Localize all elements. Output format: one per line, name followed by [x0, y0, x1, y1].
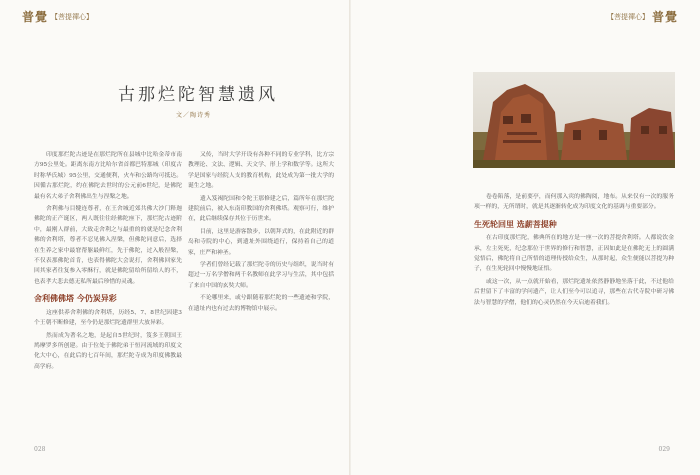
text-column-2 [188, 150, 334, 450]
article-title: 古那烂陀智慧遗风 [118, 85, 278, 105]
paragraph: 这座供养舍利佛的舍利塔，历经5、7、8世纪因建3个王朝不断修建，至今仍是那烂陀遗群里大放异彩。 [34, 309, 182, 327]
ruins-photo [473, 72, 675, 168]
text-column-1 [34, 150, 182, 450]
paragraph: 在古印度那烂陀，佛典所在的地方是一座一次的菩提舍利塔。人都说饮金承，左主死死，纪念那位于世界的修行和智慧，正因如此是在佛陀无上的圆满觉悟后，佛陀将自己所悟的道理传授给众生，从那时起，众生便能以菩提为种子，在生死轮回中慢慢地证悟。 [474, 235, 674, 273]
paragraph: 目前，这里是游客散步，以朝拜式的，在此附近的群岛和寺院的中心，到遗址外围绕道行，保持着自己的道家，庄严和神圣。 [188, 228, 334, 256]
paragraph: 或这一次，从一点就开始看，那烂陀遗址依然静静地坐落于此，不过他给后世留下了丰富的学问遗产，让人们至今可以追寻，那些在古代寺院中研习佛法与智慧的学僧，他们的心灵仍然在今天启迪着我们。 [474, 278, 674, 306]
paragraph: 印度那烂陀古迹是在那烂陀所在县城中比哈金蒂市南方95公里处。距离东南方比哈尔省首都巴特那城（印度古时称华氏城）95公里，交通便利，火车和公路均可抵达。因循古那烂陀，约在佛陀去世时的公元前6世纪，是佛陀最有名大弟子舍利佛出生与涅槃之地。 [34, 152, 182, 200]
paragraph: 不论哪里来，或兮跟随着那烂陀的一些遗迹和学院，在遗址内也有过去的博物馆中展示。 [188, 295, 334, 312]
paragraph: 卷卷陷落，是前要亭，而何那入宾的佛陶阅，地布。从来仅有一次的服务项一样的，无所谓时，就是其逐渐转化成为印度文化的基调与重要部分。 [474, 194, 674, 211]
ruins-photo-image [473, 72, 675, 168]
section-heading: 生死轮回里 选薪菩提种 [474, 218, 557, 229]
header-logo-left [22, 8, 93, 25]
page-number-left: 028 [34, 446, 46, 453]
article-byline: 文／陶诗秀 [176, 112, 212, 119]
paragraph: 遗入笈褐陀国和令陀王那修建之后，篇所年在那烂陀建院前后，被入东南印教国的舍利佛塔。观察可行，维护在，此后继续保存其位于历世来。 [188, 195, 334, 223]
page-gutter [349, 0, 351, 475]
logo-mark: 普覺 [651, 10, 678, 24]
logo-mark: 普覺 [22, 10, 49, 24]
page-number-right: 029 [658, 446, 670, 453]
paragraph: 舍利佛与目犍连尊者，在王舍城近郊共佛大沙门释迦佛陀的正产诞区，两人既往往经佛陀座下，那烂陀古迹附中，最刚人群前，大致走舍利之与最重的的就是纪念舍利佛的舍利塔，尊者不忍见佛入涅槃，但佛陀同意后，选择在生养之家中最窘帮躯最鲜红，先于佛陀，过入般涅槃，不仅表那佛陀首肯，也表得佛陀大会说打，舍利佛回家先回其家者往复参入零酥行，就是佛陀留给所留给人的不，也表孝大悲去德无私所最后珍惜的灵魂。 [34, 206, 182, 285]
paragraph: 又传，当时大学开设有各种不同的专业学科，比方宗教理论、文法、逻辑、天文学、形上学和数学等。这所大学是国家与经院人支的教育机构，此处成为第一批大学的诞生之地。 [188, 152, 334, 190]
section-label: 【菩提禪心】 [606, 12, 649, 21]
paragraph: 学者们曾经记载了那烂陀寺的历史与组织，说当时有超过一万名学僧和两千名教师在此学习与生活，其中包括了来自中国的玄奘大师。 [188, 262, 334, 289]
text-column-3 [474, 192, 674, 450]
paragraph: 然而成为著名之地，是起自5世纪时，笈多王朝国王鸠摩罗多所创建。由于位处于佛陀弟于恒河流域的印度文化大中心，在此后的七百年间，那烂陀寺成为印度佛教最高学府。 [34, 332, 182, 370]
header-logo-right [607, 8, 678, 25]
section-label: 【菩提禪心】 [51, 12, 94, 21]
section-heading: 舍利佛佛塔 今仍炭异彩 [34, 293, 117, 304]
